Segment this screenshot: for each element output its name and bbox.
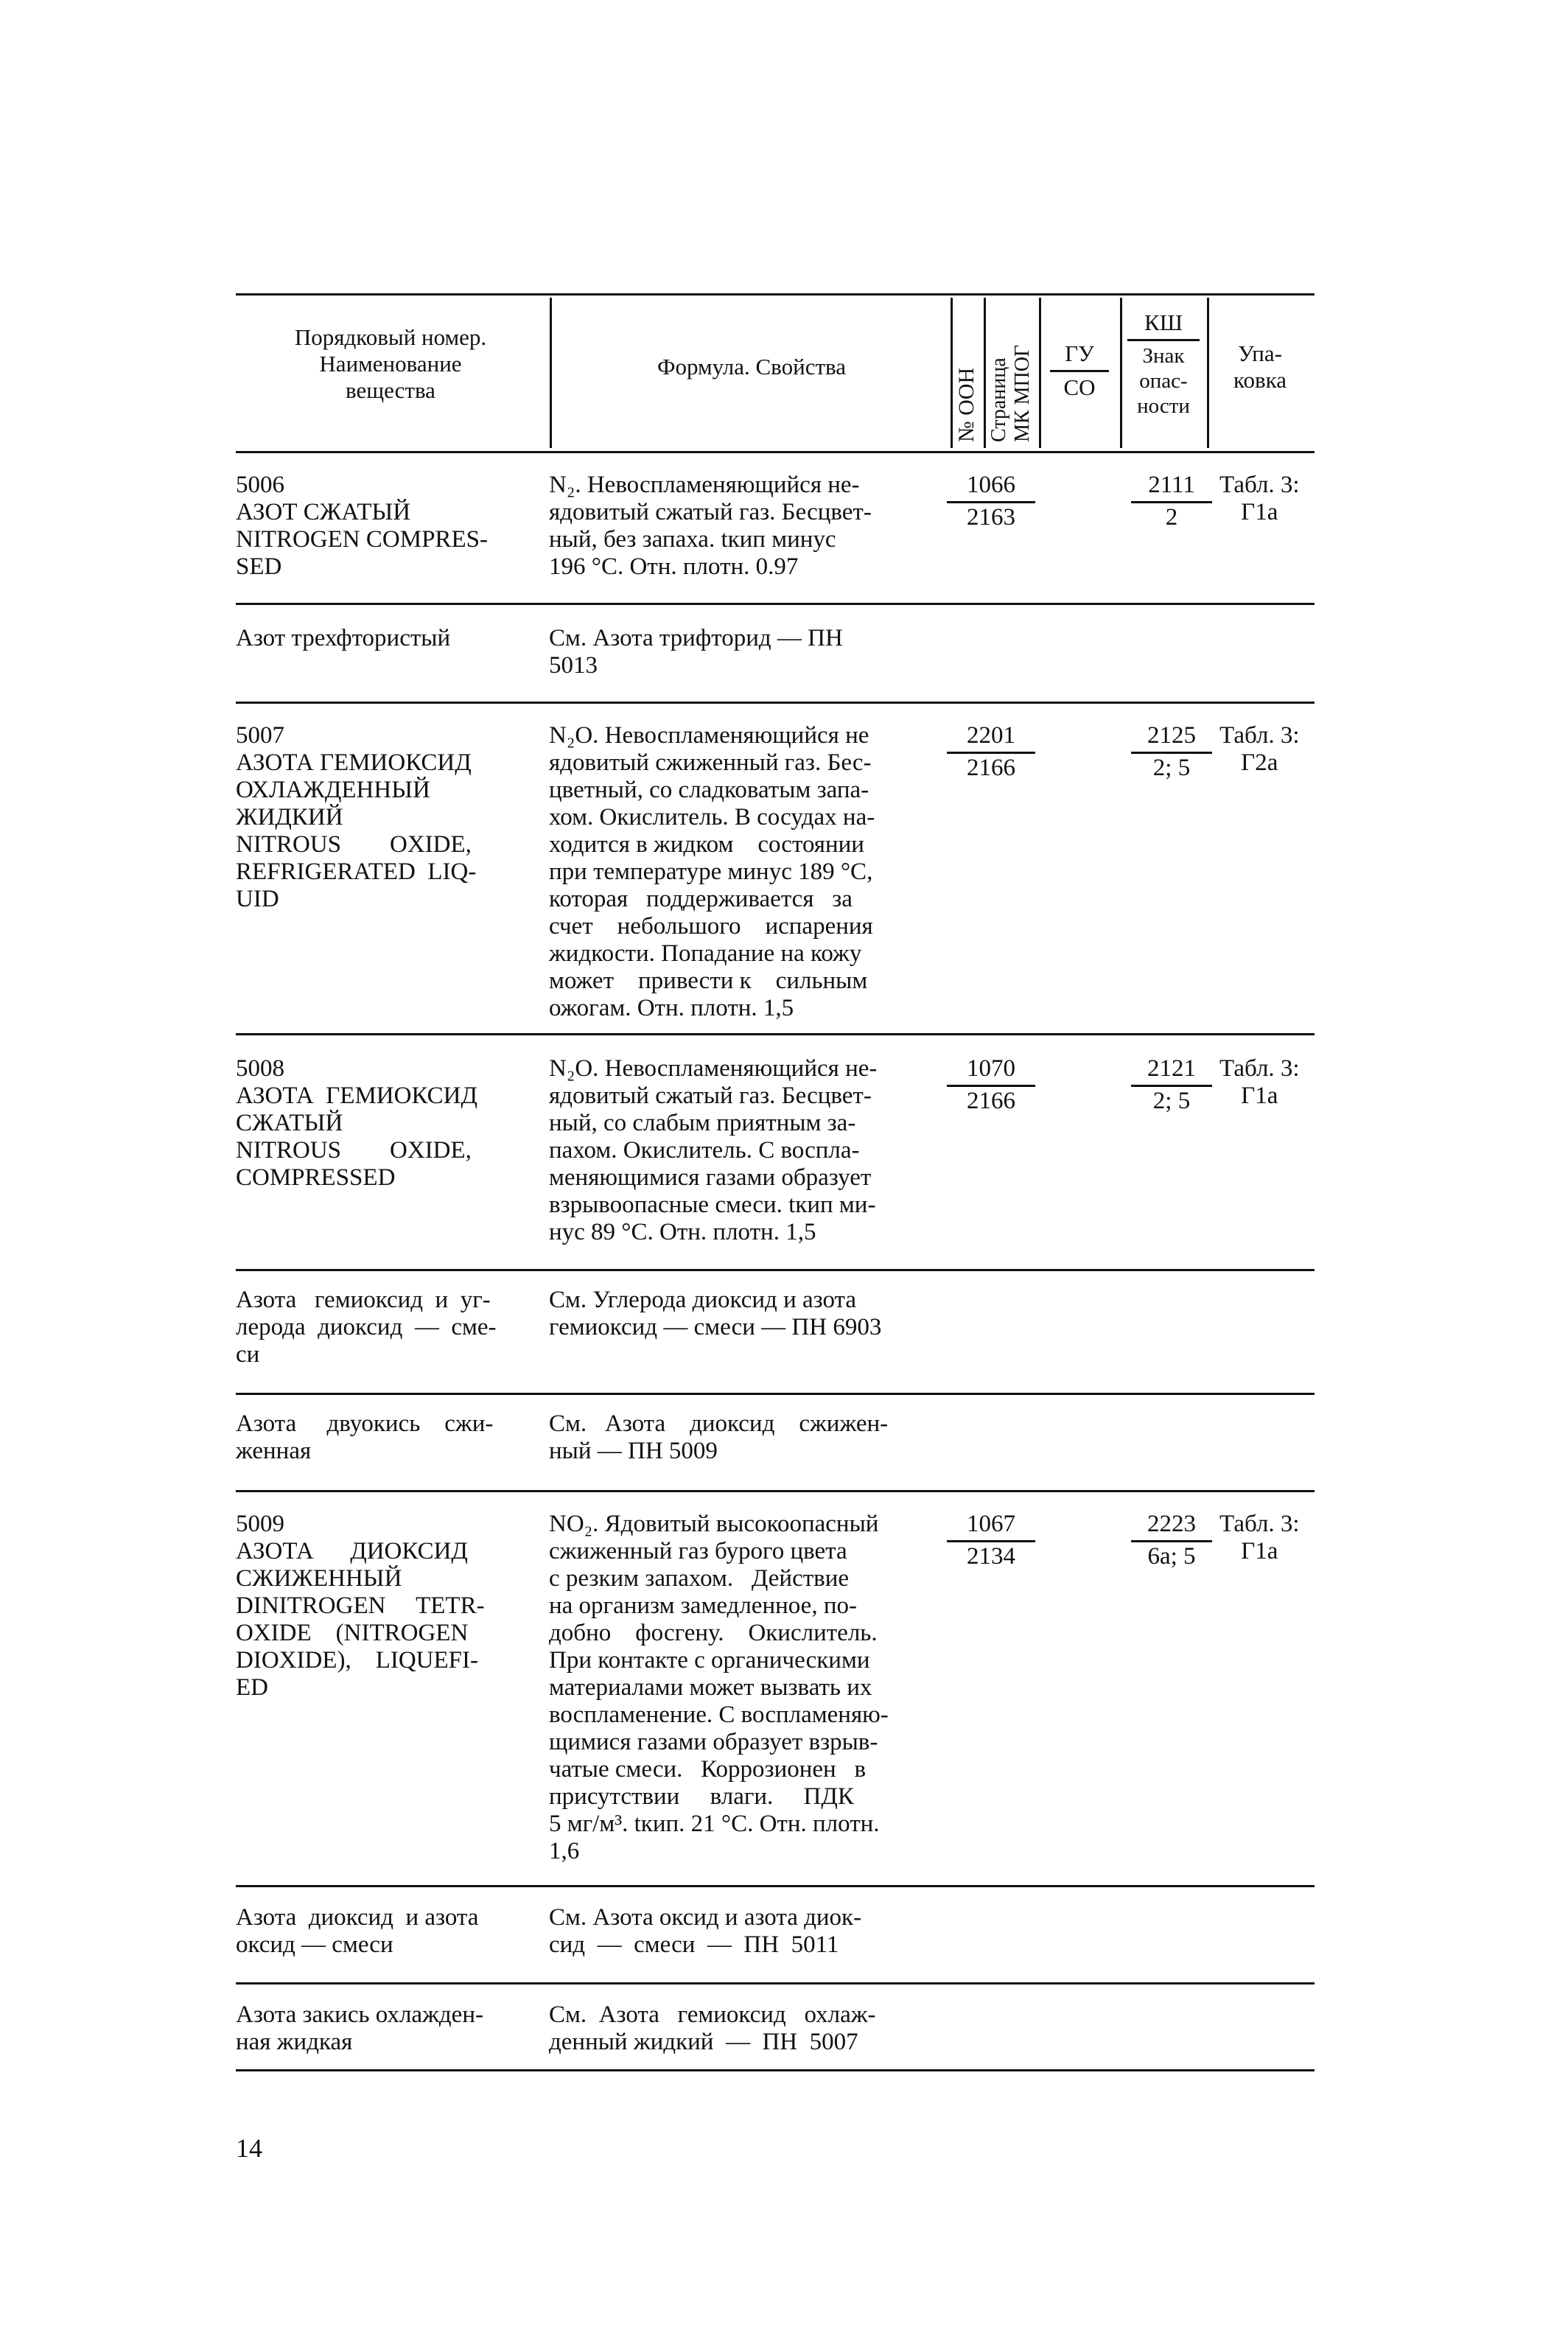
entry-properties: См. Азота диоксид сжижен- ный — ПН 5009 [549, 1410, 889, 1464]
entry-un-number: 1067 [967, 1511, 1015, 1537]
entry-name: 5008 АЗОТА ГЕМИОКСИД СЖАТЫЙ NITROUS OXIDE, COMPRESSED [236, 1055, 478, 1191]
entry-un-fraction-line [947, 1540, 1035, 1542]
entry-name: Азота гемиоксид и уг- лерода диоксид — сме- си [236, 1287, 497, 1368]
entry-un-fraction-line [947, 501, 1035, 503]
page-number: 14 [236, 2133, 262, 2163]
entry-hazard-sign: 2; 5 [1152, 1088, 1191, 1114]
entry-ksh: 2125 [1147, 722, 1196, 749]
entry-ksh-fraction-line [1131, 1540, 1212, 1542]
entry-hazard-sign: 6а; 5 [1147, 1543, 1196, 1570]
entry-ksh-fraction-line [1131, 1085, 1212, 1087]
entry-un-number: 1070 [967, 1055, 1015, 1082]
entry-name: 5006 АЗОТ СЖАТЫЙ NITROGEN COMPRES- SED [236, 472, 488, 580]
header-divider [1120, 298, 1122, 448]
entry-name: 5007 АЗОТА ГЕМИОКСИД ОХЛАЖДЕННЫЙ ЖИДКИЙ NITROUS OXIDE, REFRIGERATED LIQ- UID [236, 722, 477, 912]
entry-properties: N₂. Невоспламеняющийся не- ядовитый сжатый газ. Бесцвет- ный, без запаха. tкип минус 196 °С. Отн. плотн. 0.97 [549, 472, 872, 580]
entry-packaging: Табл. 3: Г1а [1219, 472, 1300, 525]
entry-name: Азота двуокись сжи- женная [236, 1410, 494, 1464]
entry-separator [236, 702, 1315, 704]
entry-ksh: 2223 [1147, 1511, 1196, 1537]
entry-hazard-sign: 2 [1165, 504, 1178, 531]
entry-mk-page: 2166 [967, 1088, 1015, 1114]
entry-separator [236, 1393, 1315, 1395]
entry-separator [236, 2069, 1315, 2071]
entry-separator [236, 1982, 1315, 1984]
entry-separator [236, 1033, 1315, 1035]
entry-separator [236, 1490, 1315, 1492]
header-hazard-sign: Знак опас- ности [1137, 344, 1190, 418]
entry-ksh: 2121 [1147, 1055, 1196, 1082]
entry-packaging: Табл. 3: Г1а [1219, 1055, 1300, 1109]
entry-name: 5009 АЗОТА ДИОКСИД СЖИЖЕННЫЙ DINITROGEN TETR- OXIDE (NITROGEN DIOXIDE), LIQUEFI- ED [236, 1511, 485, 1701]
entry-properties: N₂O. Невоспламеняющийся не ядовитый сжиженный газ. Бес- цветный, со сладковатым запа- хом. Окислитель. В сосудах на- ходится в жидком состоянии при температуре минус 189 °С, которая поддерживается за счет небольшого испарения жидкости. Попадание на кожу может привести к сильным ожогам. Отн. плотн. 1,5 [549, 722, 875, 1021]
entry-hazard-sign: 2; 5 [1152, 755, 1191, 781]
entry-separator [236, 1269, 1315, 1271]
header-gu: ГУ [1065, 340, 1094, 366]
header-number-name: Порядковый номер. Наименование вещества [294, 324, 487, 403]
header-formula-properties: Формула. Свойства [657, 354, 846, 380]
entry-properties: См. Углерода диоксид и азота гемиоксид — смеси — ПН 6903 [549, 1287, 882, 1340]
header-so: СО [1063, 374, 1096, 400]
entry-name: Азот трехфтористый [236, 625, 451, 651]
entry-packaging: Табл. 3: Г1а [1219, 1511, 1300, 1564]
header-top-rule [236, 293, 1315, 296]
header-bottom-rule [236, 451, 1315, 453]
header-divider [1207, 298, 1209, 448]
entry-mk-page: 2134 [967, 1543, 1015, 1570]
entry-packaging: Табл. 3: Г2а [1219, 722, 1300, 776]
header-divider [550, 298, 552, 448]
entry-ksh-fraction-line [1131, 501, 1212, 503]
entry-un-number: 2201 [967, 722, 1015, 749]
entry-properties: N₂O. Невоспламеняющийся не- ядовитый сжатый газ. Бесцвет- ный, со слабым приятным за- пахом. Окислитель. С воспла- меняющимися газами образует взрывоопасные смеси. tкип ми- нус 89 °С. Отн. плотн. 1,5 [549, 1055, 878, 1245]
header-un-number: № ООН [954, 367, 979, 442]
entry-properties: См. Азота гемиоксид охлаж- денный жидкий — ПН 5007 [549, 2001, 876, 2055]
entry-un-number: 1066 [967, 472, 1015, 498]
header-gu-fraction-line [1050, 370, 1109, 372]
entry-name: Азота закись охлажден- ная жидкая [236, 2001, 483, 2055]
header-packaging: Упа- ковка [1233, 340, 1287, 393]
header-divider [984, 298, 986, 448]
entry-properties: См. Азота оксид и азота диок- сид — смеси — ПН 5011 [549, 1904, 862, 1958]
entry-properties: NO₂. Ядовитый высокоопасный сжиженный газ бурого цвета с резким запахом. Действие на организм замедленное, по- добно фосгену. Окислитель. При контакте с органическими материалами может вызвать их воспламенение. С воспламеняю- щимися газами образует взрыв- чатые смеси. Коррозионен в присутствии влаги. ПДК 5 мг/м³. tкип. 21 °С. Отн. плотн. 1,6 [549, 1511, 889, 1864]
entry-separator [236, 1885, 1315, 1887]
entry-ksh: 2111 [1148, 472, 1195, 498]
header-ksh: КШ [1144, 310, 1183, 335]
entry-properties: См. Азота трифторид — ПН 5013 [549, 625, 843, 679]
entry-mk-page: 2163 [967, 504, 1015, 531]
entry-ksh-fraction-line [1131, 752, 1212, 754]
entry-un-fraction-line [947, 752, 1035, 754]
entry-mk-page: 2166 [967, 755, 1015, 781]
header-divider [951, 298, 953, 448]
header-divider [1039, 298, 1041, 448]
header-mk-page: Страница МК МПОГ [987, 344, 1034, 442]
entry-un-fraction-line [947, 1085, 1035, 1087]
entry-name: Азота диоксид и азота оксид — смеси [236, 1904, 479, 1958]
entry-separator [236, 603, 1315, 605]
header-ksh-fraction-line [1127, 339, 1200, 341]
